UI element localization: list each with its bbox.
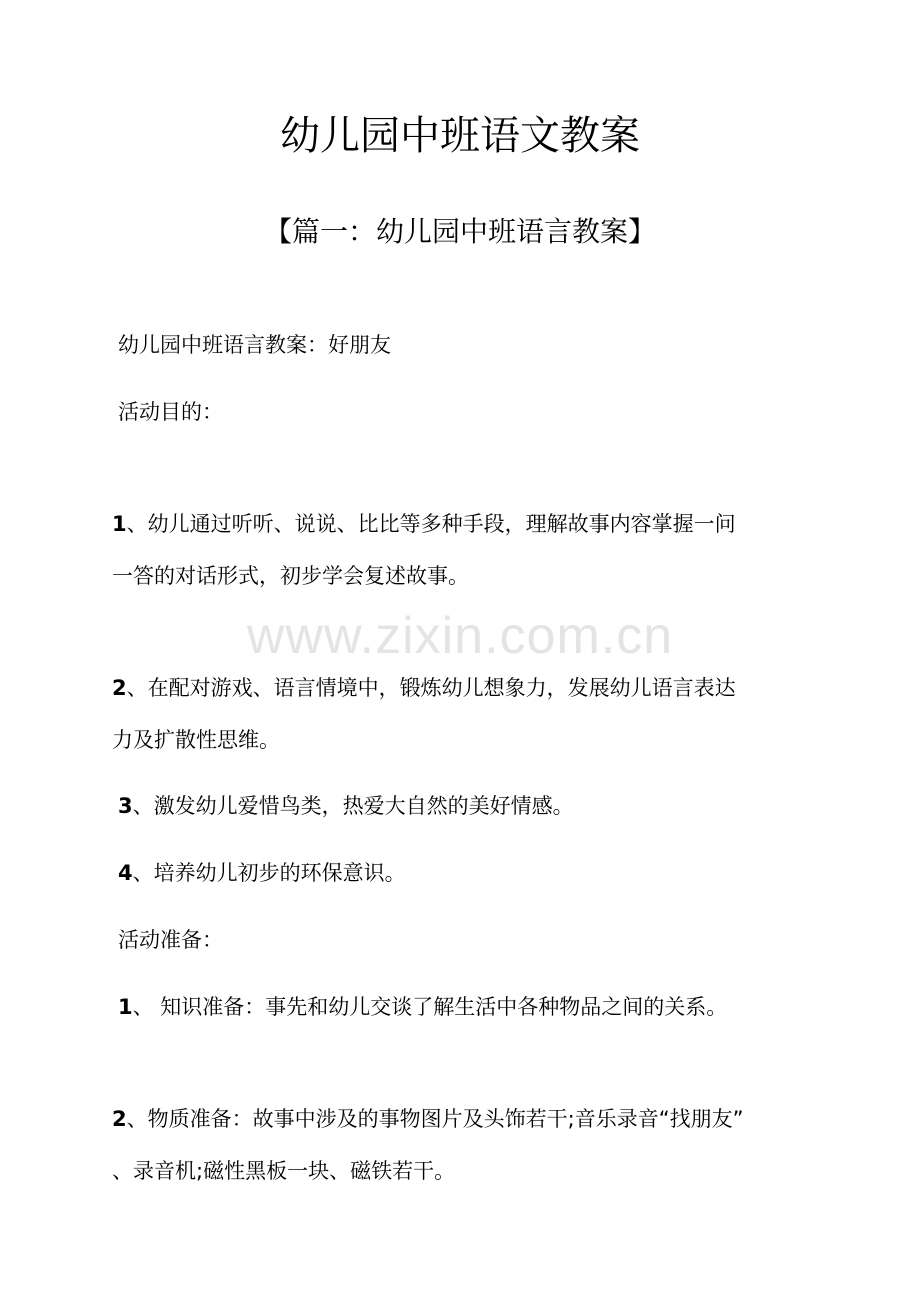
goal-number: 4 <box>118 861 133 885</box>
prep-heading: 活动准备： <box>118 928 223 952</box>
prep-number: 2 <box>112 1107 127 1131</box>
goal-item-1-line-1 <box>112 509 736 539</box>
watermark: www.zixin.com.cn <box>246 607 674 665</box>
goal-number: 3 <box>118 794 133 818</box>
goal-text: 、幼儿通过听听、说说、比比等多种手段，理解故事内容掌握一问 <box>126 512 736 536</box>
prep-text: 、物质准备：故事中涉及的事物图片及头饰若干;音乐录音“找朋友” <box>126 1107 744 1131</box>
goal-text: 、培养幼儿初步的环保意识。 <box>132 861 406 885</box>
goal-number: 2 <box>112 676 127 700</box>
goal-text: 、激发幼儿爱惜鸟类，热爱大自然的美好情感。 <box>132 794 574 818</box>
prep-number: 1 <box>118 995 133 1019</box>
lesson-heading: 幼儿园中班语言教案：好朋友 <box>118 333 391 357</box>
goal-item-3 <box>118 791 574 821</box>
prep-item-2-line-1 <box>112 1104 743 1134</box>
goal-text: 、在配对游戏、语言情境中，锻炼幼儿想象力，发展幼儿语言表达 <box>126 676 736 700</box>
goal-item-2-line-1 <box>112 673 736 703</box>
prep-text: 、 知识准备：事先和幼儿交谈了解生活中各种物品之间的关系。 <box>132 995 728 1019</box>
document-title: 幼儿园中班语文教案 <box>280 113 640 159</box>
prep-item-1 <box>118 992 727 1022</box>
goal-item-1-line-2: 一答的对话形式，初步学会复述故事。 <box>112 564 469 588</box>
goal-number: 1 <box>112 512 127 536</box>
prep-item-2-line-2: 、录音机;磁性黑板一块、磁铁若干。 <box>112 1159 456 1183</box>
goals-heading: 活动目的： <box>118 400 223 424</box>
goal-item-4 <box>118 858 406 888</box>
document-subtitle: 【篇一：幼儿园中班语言教案】 <box>263 215 656 248</box>
goal-item-2-line-2: 力及扩散性思维。 <box>112 728 280 752</box>
